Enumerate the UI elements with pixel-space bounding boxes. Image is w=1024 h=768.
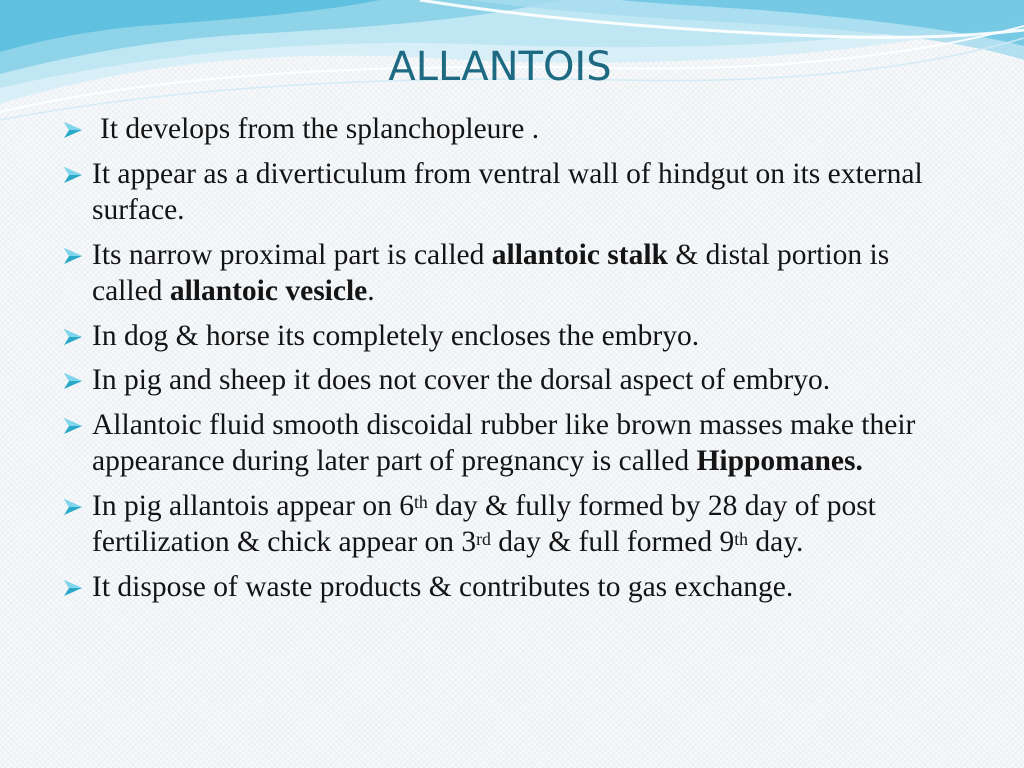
text-segment: In pig and sheep it does not cover the dorsal aspect of embryo.	[92, 364, 831, 396]
bold-term: allantoic vesicle	[169, 275, 368, 307]
bold-term: Hippomanes.	[696, 445, 863, 477]
bullet-text	[92, 113, 539, 145]
text-segment: In pig allantois appear on 6	[92, 489, 414, 522]
text-segment: Allantoic fluid smooth discoidal rubber like brown masses make their appearance during later part of pregnancy is called	[92, 408, 916, 477]
arrowhead-bullet-icon	[62, 578, 86, 598]
bold-term: allantoic stalk	[491, 238, 668, 271]
bullet-list	[62, 111, 962, 613]
arrowhead-bullet-icon	[62, 120, 86, 140]
bullet-text	[92, 158, 923, 227]
bullet-text	[92, 490, 876, 559]
text-segment: It dispose of waste products & contributes to gas exchange.	[92, 570, 794, 603]
text-segment: Its narrow proximal part is called	[92, 238, 492, 271]
arrowhead-bullet-icon	[62, 327, 86, 347]
bullet-item	[62, 488, 962, 561]
slide-title: ALLANTOIS	[388, 44, 612, 90]
arrowhead-bullet-icon	[62, 497, 86, 517]
arrowhead-bullet-icon	[62, 165, 86, 185]
superscript-text: th	[413, 492, 428, 513]
text-segment: & distal portion is called	[92, 238, 890, 307]
bullet-item	[62, 156, 962, 229]
text-segment: day & fully formed by 28 day of post fertilization & chick appear on 3	[92, 489, 876, 558]
text-segment: It appear as a diverticulum from ventral wall of hindgut on its external surface.	[92, 157, 923, 226]
superscript-text: th	[734, 528, 748, 549]
arrowhead-bullet-icon	[62, 416, 86, 436]
bullet-item	[62, 237, 962, 310]
bullet-item	[62, 362, 962, 399]
arrowhead-bullet-icon	[62, 246, 86, 266]
text-segment: It develops from the splanchopleure .	[100, 113, 540, 145]
superscript-text: rd	[476, 528, 491, 549]
bullet-item	[62, 569, 962, 606]
arrowhead-bullet-icon	[62, 371, 86, 391]
text-segment: day.	[748, 526, 804, 558]
bullet-item	[62, 318, 962, 355]
bullet-item	[62, 111, 962, 148]
text-segment: .	[367, 275, 375, 307]
bullet-text	[92, 364, 830, 396]
bullet-text	[92, 571, 793, 603]
bullet-text	[92, 239, 889, 308]
text-segment: In dog & horse its completely encloses the embryo.	[92, 319, 700, 352]
bullet-text	[92, 409, 915, 478]
bullet-text	[92, 320, 699, 352]
text-segment: day & full formed 9	[490, 526, 735, 558]
bullet-item	[62, 407, 962, 480]
